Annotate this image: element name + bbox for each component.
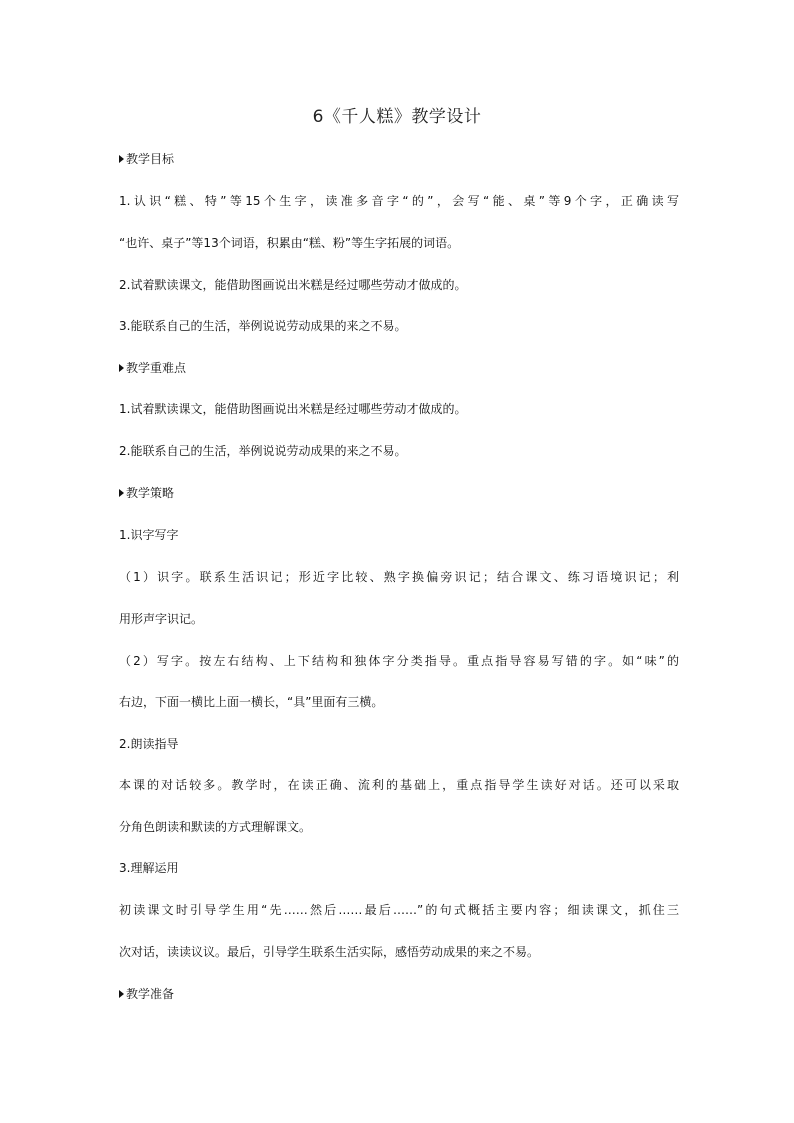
- goal-line-1a: 1.认识“糕、特”等15个生字，读准多音字“的”，会写“能、桌”等9个字，正确读写: [119, 194, 679, 208]
- strategy-subheading-2: 2.朗读指导: [119, 737, 179, 751]
- goal-line-2: 2.试着默读课文，能借助图画说出米糕是经过哪些劳动才做成的。: [119, 278, 467, 292]
- key-point-line-2: 2.能联系自己的生活，举例说说劳动成果的来之不易。: [119, 444, 407, 458]
- strategy-subheading-3: 3.理解运用: [119, 861, 179, 875]
- triangle-bullet-icon: [119, 489, 124, 497]
- section-heading-preparation: 教学准备: [119, 986, 679, 1002]
- section-heading-goals: 教学目标: [119, 151, 679, 167]
- strategy-line-3a: 初读课文时引导学生用“先……然后……最后……”的句式概括主要内容；细读课文，抓住三: [119, 903, 679, 917]
- triangle-bullet-icon: [119, 155, 124, 163]
- section-heading-key-points: 教学重难点: [119, 360, 679, 376]
- strategy-line-1-1a: （1）识字。联系生活识记；形近字比较、熟字换偏旁识记；结合课文、练习语境识记；利: [119, 570, 679, 584]
- strategy-subheading-1: 1.识字写字: [119, 528, 179, 542]
- strategy-line-2b: 分角色朗读和默读的方式理解课文。: [119, 820, 312, 834]
- key-point-line-1: 1.试着默读课文，能借助图画说出米糕是经过哪些劳动才做成的。: [119, 402, 467, 416]
- strategy-line-2a: 本课的对话较多。教学时，在读正确、流利的基础上，重点指导学生读好对话。还可以采取: [119, 778, 679, 792]
- triangle-bullet-icon: [119, 990, 124, 998]
- strategy-line-3b: 次对话，读读议议。最后，引导学生联系生活实际，感悟劳动成果的来之不易。: [119, 945, 540, 959]
- triangle-bullet-icon: [119, 364, 124, 372]
- goal-line-3: 3.能联系自己的生活，举例说说劳动成果的来之不易。: [119, 319, 407, 333]
- strategy-line-1-2a: （2）写字。按左右结构、上下结构和独体字分类指导。重点指导容易写错的字。如“味”的: [119, 654, 679, 668]
- goal-line-1b: “也许、桌子”等13个词语，积累由“糕、粉”等生字拓展的词语。: [119, 236, 460, 250]
- section-heading-strategy: 教学策略: [119, 485, 679, 501]
- document-title: 6《千人糕》教学设计: [312, 107, 482, 127]
- strategy-line-1-2b: 右边，下面一横比上面一横长，“具”里面有三横。: [119, 695, 384, 709]
- strategy-line-1-1b: 用形声字识记。: [119, 612, 204, 626]
